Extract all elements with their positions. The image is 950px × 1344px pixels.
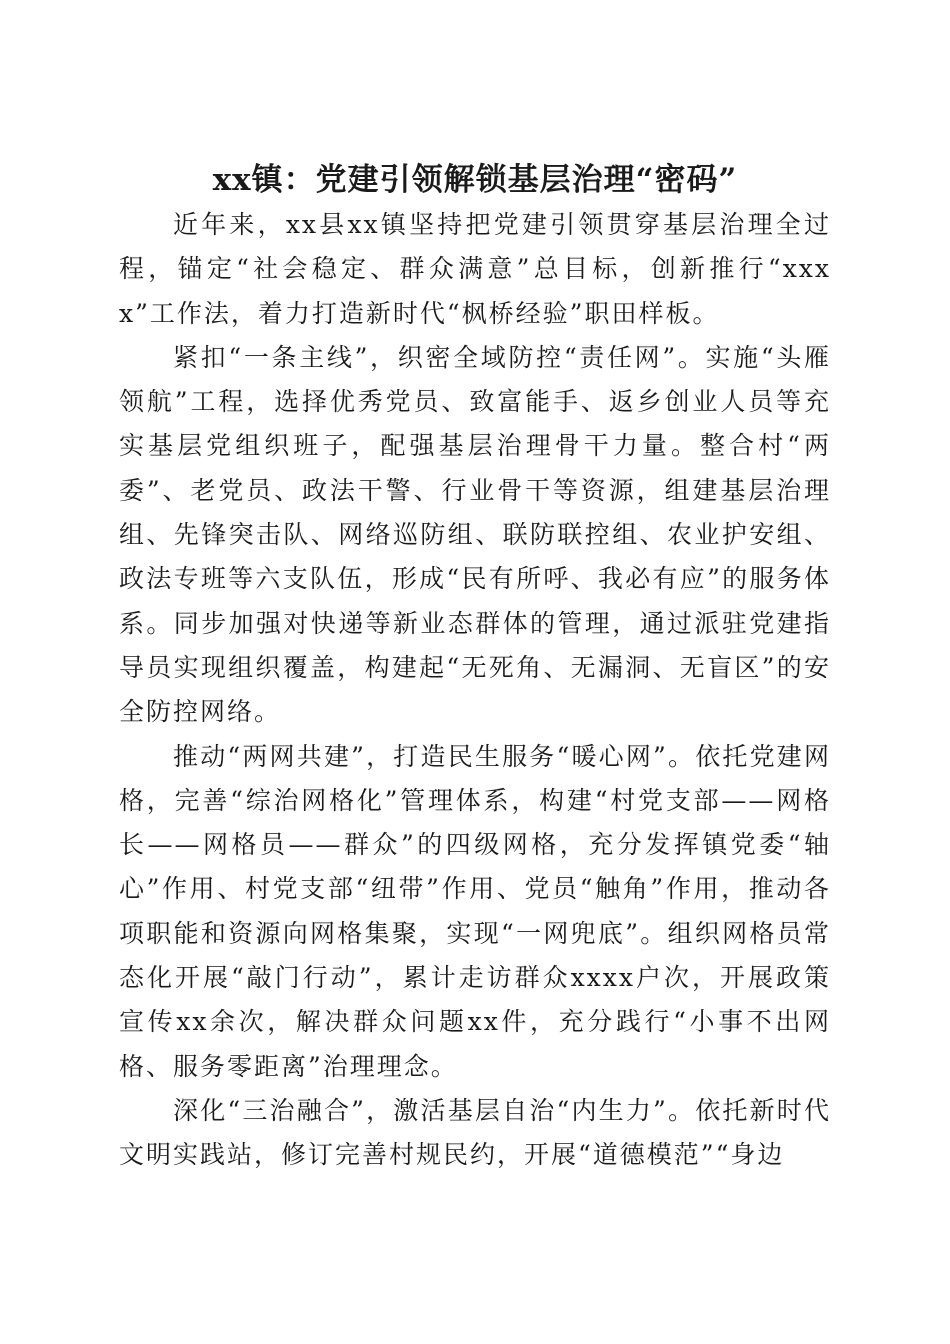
paragraph-two-networks: 推动“两网共建”，打造民生服务“暖心网”。依托党建网格，完善“综治网格化”管理体系，构建“村党支部——网格长——网格员——群众”的四级网格，充分发挥镇党委“轴心”作用、村党支部“纽带”作用、党员“触角”作用，推动各项职能和资源向网格集聚，实现“一网兜底”。组织网格员常态化开展“敲门行动”，累计走访群众xxxx户次，开展政策宣传xx余次，解决群众问题xx件，充分践行“小事不出网格、服务零距离”治理理念。 (119, 741, 831, 1081)
paragraph-intro: 近年来，xx县xx镇坚持把党建引领贯穿基层治理全过程，锚定“社会稳定、群众满意”总目标，创新推行“xxxx”工作法，着力打造新时代“枫桥经验”职田样板。 (119, 210, 831, 328)
paragraph-three-governance: 深化“三治融合”，激活基层自治“内生力”。依托新时代文明实践站，修订完善村规民约，开展“道德模范”“身边 (119, 1095, 831, 1170)
document-title: xx镇：党建引领解锁基层治理“密码” (212, 161, 738, 198)
document-body (119, 203, 831, 1178)
paragraph-main-line: 紧扣“一条主线”，织密全域防控“责任网”。实施“头雁领航”工程，选择优秀党员、致富能手、返乡创业人员等充实基层党组织班子，配强基层治理骨干力量。整合村“两委”、老党员、政法干警、行业骨干等资源，组建基层治理组、先锋突击队、网络巡防组、联防联控组、农业护安组、政法专班等六支队伍，形成“民有所呼、我必有应”的服务体系。同步加强对快递等新业态群体的管理，通过派驻党建指导员实现组织覆盖，构建起“无死角、无漏洞、无盲区”的安全防控网络。 (119, 342, 831, 727)
